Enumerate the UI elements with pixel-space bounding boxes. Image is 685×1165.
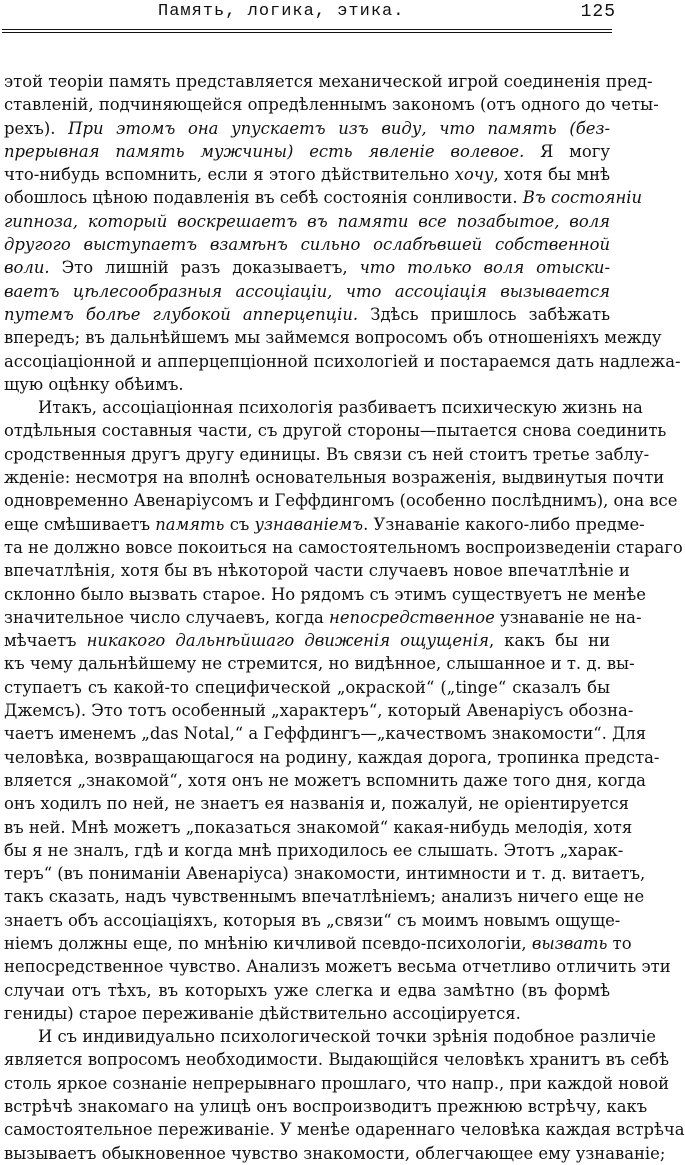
text-segment: , какъ бы ни (488, 631, 610, 651)
text-segment: мѣчаетъ (4, 631, 87, 651)
text-segment: человѣка, возвращающагося на родину, каждая дорога, тропинка предста- (4, 747, 660, 767)
text-segment: теръ“ (въ пониманіи Авенаріуса) знакомости, интимности и т. д. витаетъ, (4, 864, 646, 884)
text-segment: . Узнаваніе какого-либо предме- (363, 514, 645, 534)
text-segment: значительное число случаевъ, когда (4, 607, 330, 627)
text-segment: впередъ; въ дальнѣйшемъ мы займемся вопросомъ объ отношеніяхъ между (4, 328, 662, 348)
text-segment: что-нибудь вспомнить, если я этого дѣйствительно (4, 165, 455, 185)
text-segment: ассоціаціонной и апперцепціонной психологіей и постараемся дать надлежа- (4, 351, 681, 371)
text-line (4, 140, 610, 163)
text-segment: сродственныя другъ другу единицы. Въ связи съ ней стоитъ третье заблу- (4, 444, 650, 464)
text-segment: ставленій, подчиняющейся опредѣленнымъ закономъ (отъ одного до четы- (4, 95, 659, 115)
text-segment: чаетъ именемъ „das Notal,“ а Геффдингъ—„качествомъ знакомости“. Для (4, 724, 647, 744)
text-segment: гениды) старое переживаніе дѣйствительно ассоціируется. (4, 1003, 521, 1023)
text-line (4, 1072, 670, 1095)
body-text (4, 70, 685, 1165)
text-segment: Итакъ, ассоціаціонная психологія разбиваетъ психическую жизнь на (38, 398, 643, 418)
emphasis-text: хочу (454, 165, 494, 185)
text-segment: обошлось цѣною подавленія въ себѣ состоянія сонливости. (4, 188, 523, 208)
text-line (4, 699, 634, 722)
text-segment: Здѣсь пришлось забѣжать (358, 304, 610, 324)
text-segment: жденіе: несмотря на вполнѣ основательныя возраженія, выдвинутыя почти (4, 468, 665, 488)
text-segment: этой теоріи память представляется механической игрой соединенія пред- (4, 72, 653, 91)
text-line (4, 606, 642, 629)
text-segment: съ (224, 514, 255, 534)
text-line (4, 210, 610, 233)
text-segment: встрѣчѣ знакомаго на улицѣ онъ воспроизводитъ прежнюю встрѣчу, какъ (4, 1097, 648, 1117)
text-line (4, 583, 646, 606)
text-line (4, 350, 681, 373)
text-line (4, 652, 635, 675)
text-line (4, 1048, 670, 1071)
emphasis-text: память (155, 514, 225, 534)
text-line (4, 536, 683, 559)
text-segment: самостоятельное переживаніе. У менѣе одареннаго человѣка каждая встрѣча (4, 1120, 685, 1140)
text-line (4, 1025, 656, 1048)
text-line (4, 862, 646, 885)
text-line (4, 70, 653, 93)
text-line (4, 746, 660, 769)
text-segment: вызываетъ обыкновенное чувство знакомости, облегчающее ему узнаваніе; (4, 1143, 666, 1163)
text-line (4, 1002, 610, 1025)
text-line (4, 839, 624, 862)
text-segment: щую оцѣнку обѣимъ. (4, 374, 184, 394)
text-line (4, 280, 610, 303)
text-line (4, 559, 630, 582)
emphasis-text: путемъ болѣе глубокой апперцепціи. (4, 304, 359, 324)
text-segment: бы я не зналъ, гдѣ и когда мнѣ приходилось ее слышать. Этотъ „харак- (4, 840, 624, 860)
emphasis-text: воли. (4, 258, 50, 278)
text-segment: къ чему дальнѣйшему не стремится, но видѣнное, слышанное и т. д. вы- (4, 654, 635, 674)
text-segment: является вопросомъ необходимости. Выдающійся человѣкъ хранитъ въ себѣ (4, 1050, 670, 1070)
text-line (4, 466, 665, 489)
text-line (4, 816, 633, 839)
text-segment: еще смѣшиваетъ (4, 514, 156, 534)
text-line (4, 1142, 666, 1165)
text-line (4, 326, 662, 349)
emphasis-text: При этомъ она упускаетъ изъ виду, что память (без- (68, 118, 610, 138)
text-line (4, 256, 610, 279)
text-line (4, 443, 650, 466)
text-segment: ніемъ должны еще, по мнѣнію кичливой псевдо-психологіи, (4, 933, 532, 953)
emphasis-text: что только воля отыски- (359, 258, 610, 278)
text-segment: вляется „знакомой“, хотя онъ не можетъ вспомнить даже того дня, когда (4, 770, 646, 790)
text-segment: рехъ). (4, 118, 69, 138)
text-segment: Джемсъ). Это тотъ особенный „характеръ“, который Авенаріусъ обозна- (4, 701, 634, 721)
text-line (4, 489, 678, 512)
emphasis-text: другого выступаетъ взамѣнъ сильно ослабѣвшей собственной (4, 235, 610, 255)
text-segment: ступаетъ съ какой-то специфической „окраской“ („tinge“ сказалъ бы (4, 677, 610, 697)
emphasis-text: гипноза, который воскрешаетъ въ памяти все позабытое, воля (4, 211, 610, 231)
text-line (4, 419, 667, 442)
emphasis-text: узнаваніемъ (254, 514, 364, 534)
text-segment: столь яркое сознаніе непрерывнаго прошлаго, что напр., при каждой новой (4, 1073, 670, 1093)
text-segment: отдѣльныя составныя части, съ другой стороны—пытается снова соединить (4, 421, 667, 441)
text-line (4, 955, 671, 978)
text-line (4, 629, 610, 652)
emphasis-text: Въ состояніи (522, 188, 643, 208)
text-segment: та не должно вовсе покоиться на самостоятельномъ воспроизведеніи стараго (4, 537, 683, 557)
text-segment: , хотя бы мнѣ (493, 165, 610, 185)
text-segment: непосредственное чувство. Анализъ можетъ весьма отчетливо отличить эти (4, 957, 671, 977)
text-line (4, 93, 659, 116)
text-segment: знаетъ объ ассоціаціяхъ, которыя въ „связи“ съ моимъ новымъ ощуще- (4, 910, 621, 930)
text-segment: такъ сказать, надъ чувственнымъ впечатлѣніемъ; анализъ ничего еще не (4, 887, 645, 907)
running-head (2, 2, 616, 26)
text-segment: И съ индивидуально психологической точки зрѣнія подобное различіе (38, 1027, 656, 1047)
text-segment: Я могу (524, 141, 610, 161)
text-line (4, 1118, 685, 1141)
text-line (4, 932, 632, 955)
text-segment: склонно было вызвать старое. Но рядомъ съ этимъ существуетъ не менѣе (4, 584, 646, 604)
emphasis-text: ваетъ цѣлесообразныя ассоціаціи, что ассоціація вызывается (4, 281, 610, 301)
text-line (4, 1095, 648, 1118)
text-segment: случаи отъ тѣхъ, въ которыхъ уже слегка и едва замѣтно (въ формѣ (4, 980, 610, 1000)
text-line (4, 373, 610, 396)
page-number: 125 (580, 2, 616, 22)
text-segment: то (607, 933, 632, 953)
text-line (4, 233, 610, 256)
text-line (4, 186, 643, 209)
text-segment: узнаваніе не на- (494, 607, 642, 627)
text-line (4, 885, 645, 908)
text-line (4, 722, 647, 745)
text-line (4, 769, 646, 792)
text-line (4, 909, 621, 932)
text-segment: одновременно Авенаріусомъ и Геффдингомъ (особенно послѣднимъ), она все (4, 491, 678, 511)
header-rule (2, 29, 612, 30)
text-segment: онъ ходилъ по ней, не знаетъ ея названія и, пожалуй, не оріентируется (4, 794, 629, 814)
text-line (4, 396, 643, 419)
emphasis-text: никакого дальнѣйшаго движенія ощущенія (86, 631, 489, 651)
text-line (4, 163, 610, 186)
running-title: Память, логика, этика. (158, 2, 405, 21)
text-segment: впечатлѣнія, хотя бы въ нѣкоторой части случаевъ новое впечатлѣніе и (4, 561, 630, 581)
text-line (4, 676, 610, 699)
header-rule-double (2, 32, 612, 33)
text-line (4, 513, 645, 536)
text-line (4, 792, 629, 815)
emphasis-text: вызвать (531, 933, 608, 953)
emphasis-text: прерывная память мужчины) есть явленіе волевое. (4, 141, 525, 161)
text-segment: Это лишній разъ доказываетъ, (49, 258, 360, 278)
text-segment: въ ней. Мнѣ можетъ „показаться знакомой“ какая-нибудь мелодія, хотя (4, 817, 633, 837)
text-line (4, 979, 610, 1002)
text-line (4, 303, 610, 326)
emphasis-text: непосредственное (329, 607, 495, 627)
text-line (4, 117, 610, 140)
